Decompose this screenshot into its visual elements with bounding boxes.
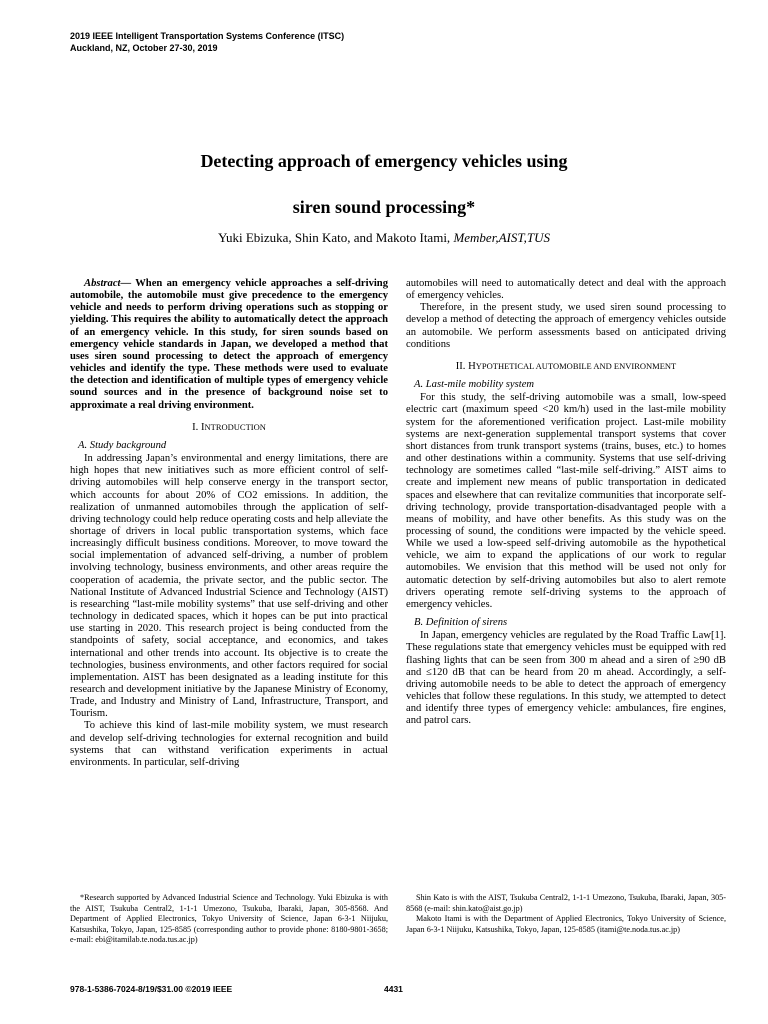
- section-heading-introduction: [70, 421, 388, 434]
- section-number: II.: [455, 360, 466, 372]
- paragraph: Therefore, in the present study, we used siren sound processing to develop a method of detecting the approach of emergency vehicles outside an automobile. We perform assessments based on anticipated driving conditions: [406, 302, 726, 350]
- isbn-copyright: 978-1-5386-7024-8/19/$31.00 ©2019 IEEE: [70, 984, 233, 994]
- author-names: Yuki Ebizuka, Shin Kato, and Makoto Itami,: [218, 230, 451, 245]
- footnote-left: [70, 893, 388, 946]
- conference-location: Auckland, NZ, October 27-30, 2019: [70, 43, 218, 53]
- footnote-right: [406, 893, 726, 935]
- right-column: [406, 278, 726, 727]
- subsection-heading-study-background: A. Study background: [78, 439, 167, 451]
- paper-title-line-1: Detecting approach of emergency vehicles using: [200, 151, 568, 171]
- section-heading-hypothetical: [406, 360, 726, 373]
- paragraph: In Japan, emergency vehicles are regulated by the Road Traffic Law[1]. These regulations state that emergency vehicles must be equipped with red flashing lights that can be seen from 300 m ahead and a siren of ≥90 dB and ≤120 dB that can be heard from 20 m ahead. Accordingly, a self-driving automobile needs to be able to detect the approach of emergency vehicles that follow these regulations. In this study, we attempted to detect and identify three types of emergency vehicle: ambulances, fire engines, and patrol cars.: [406, 630, 726, 727]
- section-number: I.: [192, 421, 199, 433]
- conference-header: [70, 30, 344, 54]
- abstract-label: Abstract: [84, 278, 121, 289]
- paragraph: automobiles will need to automatically detect and deal with the approach of emergency vehicles.: [406, 278, 726, 302]
- subsection-heading-last-mile: A. Last-mile mobility system: [414, 379, 535, 391]
- page-number: 4431: [384, 984, 403, 994]
- footnote-text: Makoto Itami is with the Department of Applied Electronics, Tokyo University of Science, Japan 6-3-1 Niijuku, Katsushika, Tokyo, Japan, 125-8585 (itami@te.noda.tus.ac.jp): [406, 914, 726, 934]
- section-title-initial: I: [200, 421, 205, 433]
- section-title-rest: NTRODUCTION: [204, 421, 266, 432]
- abstract: [70, 278, 388, 412]
- section-title-rest: YPOTHETICAL AUTOMOBILE AND ENVIRONMENT: [475, 360, 677, 371]
- section-title-initial: H: [468, 360, 476, 372]
- footnote-text: *Research supported by Advanced Industrial Science and Technology. Yuki Ebizuka is with the AIST, Tsukuba Central2, 1-1-1 Umezono, Tsukuba, Ibaraki, Japan, 305-8568. And Department of Applied Electronics, Tokyo University of Science, Japan 6-3-1 Niijuku, Katsushika, Tokyo, Japan, 125-8585 (corresponding author to provide phone: 8180-9801-3658; e-mail: ebi@itamilab.te.noda.tus.ac.jp): [70, 893, 388, 945]
- paper-title-line-2: siren sound processing*: [292, 197, 476, 217]
- author-line: [60, 229, 708, 247]
- abstract-text: — When an emergency vehicle approaches a self-driving automobile, the automobile must give precedence to the emergency vehicle and needs to perform driving operations such as stopping or yielding. This requires the ability to automatically detect the approach of an emergency vehicle. In this study, for siren sounds based on emergency vehicle standards in Japan, we developed a method that uses siren sound processing to detect the approach of emergency vehicles and identify the type. These methods were used to evaluate the detection and identification of multiple types of emergency vehicle sound sources and in the presence of background noise set to approximate a real driving environment.: [70, 278, 388, 411]
- conference-name: 2019 IEEE Intelligent Transportation Systems Conference (ITSC): [70, 31, 345, 41]
- subsection-heading-sirens: B. Definition of sirens: [414, 617, 508, 629]
- paragraph: For this study, the self-driving automobile was a small, low-speed electric cart (maximum speed <20 km/h) used in the last-mile mobility system for the aforementioned verification project. Last-mile mobility systems are next-generation supplemental transport systems that cover short distances from trunk transport systems (trains, buses, etc.) to homes and other destinations within a community. Systems that use self-driving technology are sometimes called “last-mile self-driving.” AIST aims to create and implement new means of public transportation in dedicated spaces and elsewhere that can revitalize communities that incorporate self-driving technology, provide transportation-disadvantaged people with a means of mobility, and have other benefits. As this study was on the processing of sound, the conditions were impacted by the vehicle speed. While we used a low-speed self-driving automobile as the hypothetical vehicle, we aim to expand the applications of our work to regular automobiles. We envision that this method will be used not only for automatic detection by self-driving automobiles but also to alert remote drivers operating remote self-driving systems to the approach of emergency vehicles.: [406, 392, 726, 610]
- paragraph: In addressing Japan’s environmental and energy limitations, there are high hopes that new initiatives such as more efficient control of self-driving automobiles will help conserve energy in the transport sector, which accounts for about 20% of CO2 emissions. In addition, the realization of unmanned automobiles through the application of self-driving technology could help reduce operating costs and help alleviate the shortage of drivers in local public transportation systems, which face increasingly difficult business conditions. Moreover, to move toward the social implementation of advanced self-driving, a number of problem involving technology, business environments, and other areas require the cooperation of academia, the private sector, and the public sector. The National Institute of Advanced Industrial Science and Technology (AIST) is researching “last-mile mobility systems” that use self-driving and other technology in dedicated spaces, which it hopes can be put into practical use starting in 2020. This research project is being conducted from the standpoints of safety, social acceptance, and economics, and takes international and other trends into account. Its objective is to create the technologies, business environments, and other factors required for social implementation. AIST has been designated as a leading institute for this research and development initiative by the Japanese Ministry of Economy, Trade, and Industry and Ministry of Land, Infrastructure, Transport, and Tourism.: [70, 453, 388, 720]
- left-column: [70, 278, 388, 769]
- author-affiliation: Member,AIST,TUS: [453, 230, 550, 245]
- footnote-text: Shin Kato is with the AIST, Tsukuba Central2, 1-1-1 Umezono, Tsukuba, Ibaraki, Japan, 305-8568 (e-mail: shin.kato@aist.go.jp): [406, 893, 726, 913]
- paragraph: To achieve this kind of last-mile mobility system, we must research and develop self-driving technologies for external recognition and build systems that can withstand verification experiments in actual environments. In particular, self-driving: [70, 720, 388, 768]
